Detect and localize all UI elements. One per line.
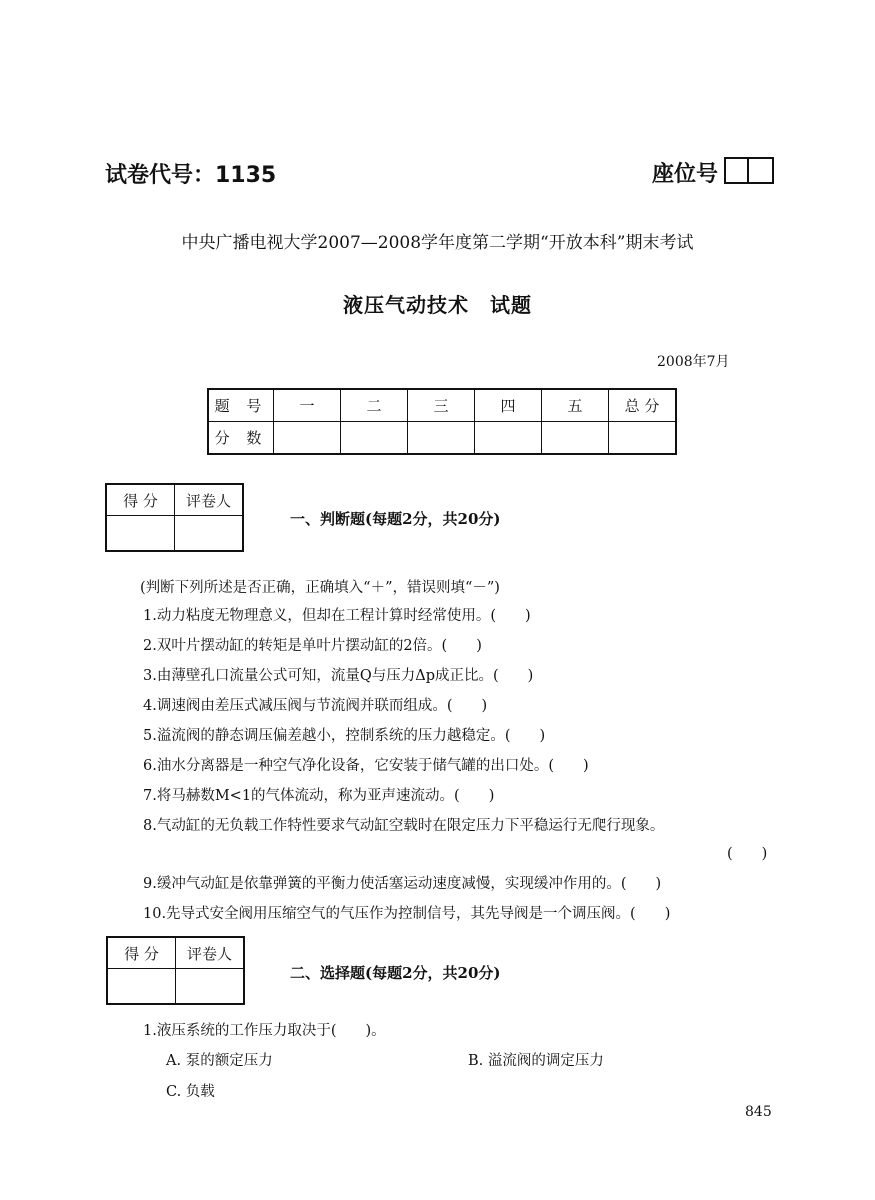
- score-table-col: 总 分: [609, 389, 677, 422]
- option-b: B. 溢流阀的调定压力: [468, 1053, 604, 1069]
- score-table-label-question: 题 号: [208, 389, 274, 422]
- section2-title: 二、选择题(每题2分，共20分): [290, 964, 501, 982]
- question-item: 7.将马赫数M<1的气体流动，称为亚声速流动。( ): [143, 788, 495, 804]
- grader-score-cell[interactable]: [107, 969, 176, 1005]
- grader-name-cell[interactable]: [175, 516, 244, 552]
- grader-score-label: 得 分: [107, 937, 176, 969]
- question-item: 10.先导式安全阀用压缩空气的气压作为控制信号，其先导阀是一个调压阀。( ): [143, 906, 671, 922]
- question-item: 1.液压系统的工作压力取决于( )。: [143, 1023, 386, 1039]
- score-table-label-score: 分 数: [208, 422, 274, 455]
- grader-score-label: 得 分: [106, 484, 175, 516]
- option-c: C. 负载: [166, 1084, 215, 1100]
- grader-box-section1: [105, 483, 244, 552]
- exam-code: 试卷代号：1135: [105, 163, 277, 188]
- grader-box-section2: [106, 936, 245, 1005]
- grader-name-label: 评卷人: [176, 937, 245, 969]
- score-table-col: 五: [542, 389, 609, 422]
- grader-name-label: 评卷人: [175, 484, 244, 516]
- score-cell[interactable]: [475, 422, 542, 455]
- score-table-col: 三: [408, 389, 475, 422]
- university-line: 中央广播电视大学2007—2008学年度第二学期“开放本科”期末考试: [181, 233, 694, 253]
- page-number: 845: [745, 1104, 772, 1120]
- seat-box: [724, 157, 749, 184]
- exam-title: 液压气动技术 试题: [343, 293, 532, 317]
- score-cell[interactable]: [609, 422, 677, 455]
- score-cell[interactable]: [408, 422, 475, 455]
- question-item: 3.由薄壁孔口流量公式可知，流量Q与压力Δp成正比。( ): [143, 668, 534, 684]
- score-cell[interactable]: [274, 422, 341, 455]
- exam-date: 2008年7月: [657, 354, 730, 370]
- option-a: A. 泵的额定压力: [166, 1053, 273, 1069]
- score-cell[interactable]: [341, 422, 408, 455]
- question-item: 4.调速阀由差压式减压阀与节流阀并联而组成。( ): [143, 698, 488, 714]
- score-table: [207, 388, 677, 455]
- question-item: 2.双叶片摆动缸的转矩是单叶片摆动缸的2倍。( ): [143, 638, 482, 654]
- score-table-score-row: [208, 422, 676, 455]
- grader-name-cell[interactable]: [176, 969, 245, 1005]
- section1-title: 一、判断题(每题2分，共20分): [290, 510, 501, 528]
- question-item: 6.油水分离器是一种空气净化设备，它安装于储气罐的出口处。( ): [143, 758, 589, 774]
- score-table-col: 四: [475, 389, 542, 422]
- question-item: 9.缓冲气动缸是依靠弹簧的平衡力使活塞运动速度减慢，实现缓冲作用的。( ): [143, 876, 662, 892]
- section1-instruction: (判断下列所述是否正确，正确填入“＋”，错误则填“－”): [140, 580, 500, 596]
- answer-bracket: ( ): [727, 846, 768, 862]
- question-item: 8.气动缸的无负载工作特性要求气动缸空载时在限定压力下平稳运行无爬行现象。: [143, 818, 665, 834]
- grader-score-cell[interactable]: [106, 516, 175, 552]
- seat-number-label: 座位号: [652, 162, 719, 187]
- question-item: 1.动力粘度无物理意义，但却在工程计算时经常使用。( ): [143, 608, 531, 624]
- seat-number-boxes: [724, 157, 774, 184]
- score-table-col: 一: [274, 389, 341, 422]
- seat-box: [749, 157, 774, 184]
- score-table-header-row: [208, 389, 676, 422]
- question-item: 5.溢流阀的静态调压偏差越小，控制系统的压力越稳定。( ): [143, 728, 546, 744]
- score-table-col: 二: [341, 389, 408, 422]
- score-cell[interactable]: [542, 422, 609, 455]
